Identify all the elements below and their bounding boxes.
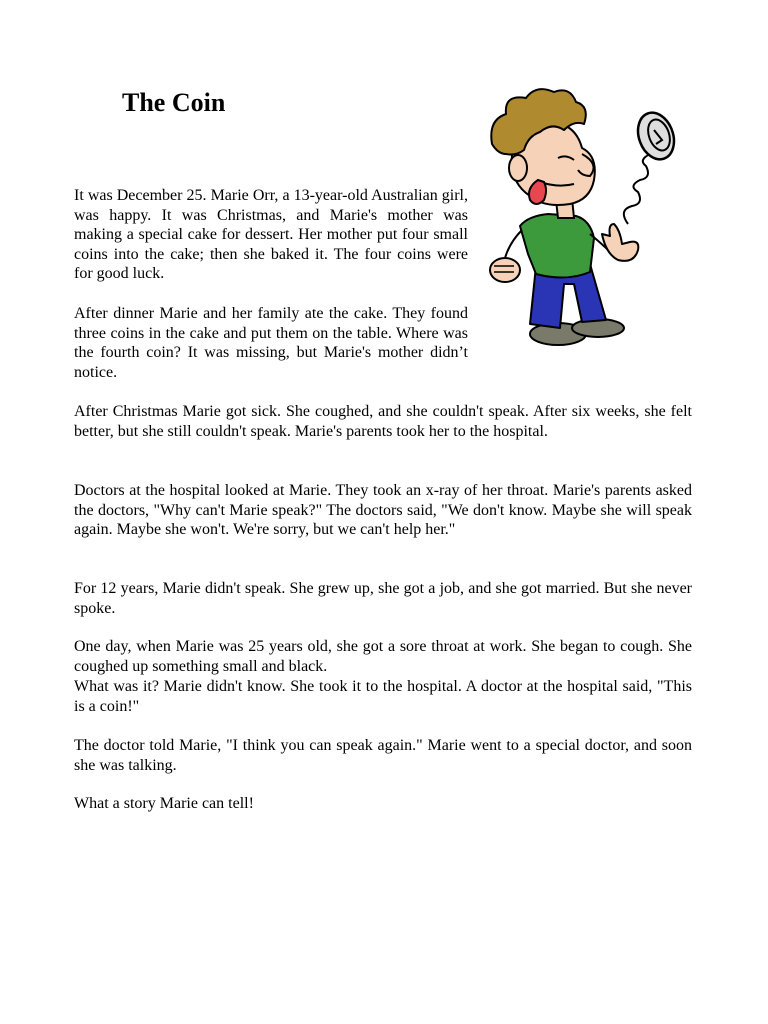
paragraph-4: Doctors at the hospital looked at Marie. They took an x-ray of her throat. Marie's parents asked the doctors, "Why can't Marie speak?" The doctors said, "We don't know. Maybe she will speak again. Maybe she won't. We're sorry, but we can't help her." (74, 482, 692, 539)
paragraph-3: After Christmas Marie got sick. She coughed, and she couldn't speak. After six weeks, she felt better, but she still couldn't speak. Marie's parents took her to the hospital. (74, 403, 692, 440)
paragraph-8: The doctor told Marie, "I think you can speak again." Marie went to a special doctor, and soon she was talking. (74, 737, 692, 774)
paragraph-5: For 12 years, Marie didn't speak. She grew up, she got a job, and she got married. But she never spoke. (74, 580, 692, 617)
page-title: The Coin (122, 88, 226, 117)
paragraph-6: One day, when Marie was 25 years old, she got a sore throat at work. She began to cough. She coughed up something small and black. (74, 638, 692, 675)
paragraph-9: What a story Marie can tell! (74, 795, 254, 812)
paragraph-1: It was December 25. Marie Orr, a 13-year-old Australian girl, was happy. It was Christmas, and Marie's mother was making a special cake for dessert. Her mother put four small coins into the cake; then she baked it. The four coins were for good luck. (74, 187, 468, 283)
paragraph-7: What was it? Marie didn't know. She took it to the hospital. A doctor at the hospital said, "This is a coin!" (74, 678, 692, 715)
boy-flipping-coin-illustration (478, 84, 693, 354)
paragraph-2: After dinner Marie and her family ate the cake. They found three coins in the cake and put them on the table. Where was the fourth coin? It was missing, but Marie's mother didn’t notice. (74, 305, 468, 381)
